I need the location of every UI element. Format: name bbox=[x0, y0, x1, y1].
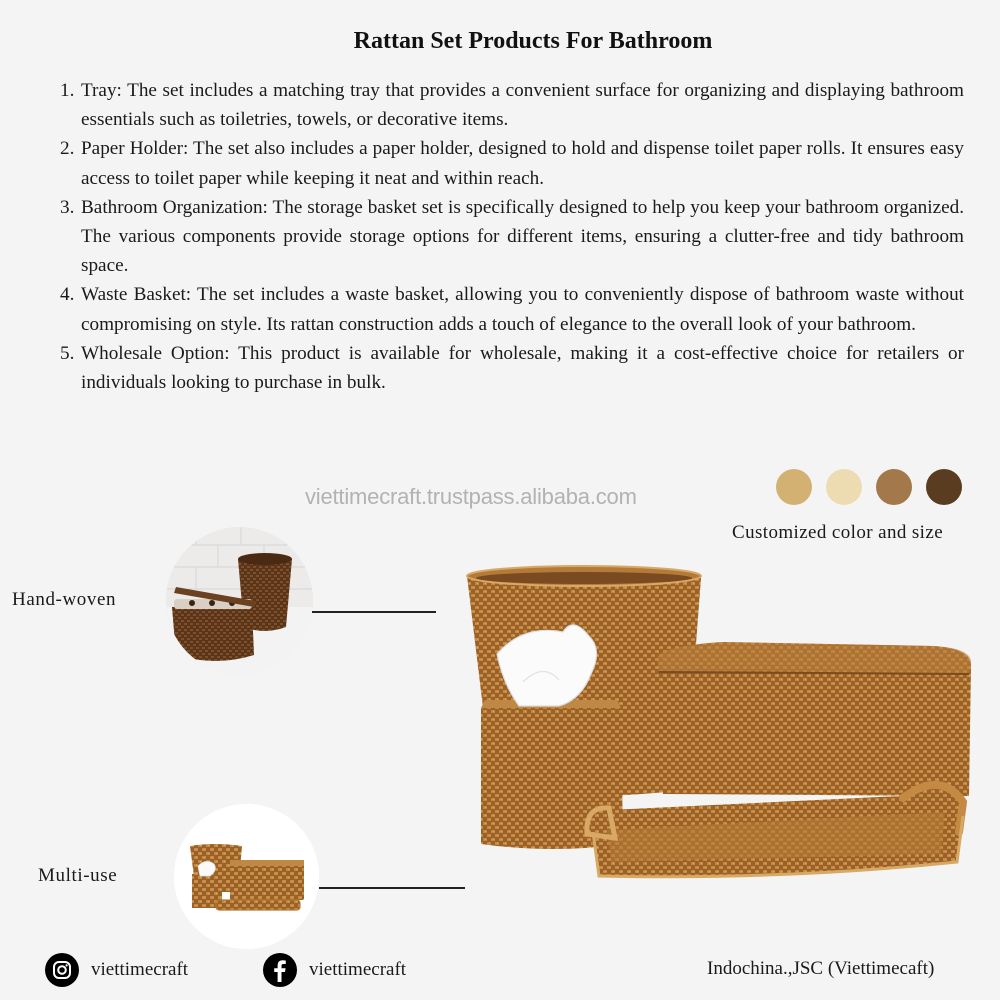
feature-number: 2. bbox=[60, 138, 75, 160]
feature-number: 1. bbox=[60, 80, 75, 101]
rattan-set-thumbnail-illustration bbox=[174, 804, 319, 949]
hero-product-image bbox=[463, 562, 973, 907]
feature-item-waste-basket bbox=[60, 280, 964, 338]
color-swatch-light-tan[interactable] bbox=[776, 469, 812, 505]
company-name: Indochina.,JSC (Viettimecaft) bbox=[707, 958, 935, 979]
color-swatch-cream[interactable] bbox=[826, 469, 862, 505]
rattan-holder-bin-illustration bbox=[166, 527, 313, 674]
color-swatch-medium-brown[interactable] bbox=[876, 469, 912, 505]
feature-list bbox=[60, 76, 964, 397]
feature-number: 5. bbox=[60, 342, 75, 364]
feature-text: Waste Basket: The set includes a waste basket, allowing you to conveniently dispose of bathroom waste without compromising on style. Its rattan construction adds a touch of elegance to the overall look of your bathroom. bbox=[81, 284, 964, 335]
multi-use-image bbox=[174, 804, 319, 949]
facebook-handle: viettimecraft bbox=[309, 959, 407, 980]
facebook-link[interactable] bbox=[263, 953, 406, 987]
feature-item-tray bbox=[60, 76, 964, 134]
instagram-handle: viettimecraft bbox=[91, 959, 189, 980]
instagram-link[interactable] bbox=[45, 953, 188, 987]
page-title: Rattan Set Products For Bathroom bbox=[353, 28, 713, 54]
feature-text: Tray: The set includes a matching tray that provides a convenient surface for organizing and displaying bathroom essentials such as toiletries, towels, or decorative items. bbox=[81, 80, 964, 131]
feature-item-paper-holder bbox=[60, 134, 964, 192]
feature-item-wholesale bbox=[60, 339, 964, 397]
feature-text: Paper Holder: The set also includes a paper holder, designed to hold and dispense toilet paper rolls. It ensures easy access to toilet paper while keeping it neat and within reach. bbox=[81, 138, 964, 189]
instagram-icon bbox=[45, 953, 79, 987]
customized-label: Customized color and size bbox=[732, 522, 944, 543]
leader-line bbox=[319, 887, 465, 889]
callout-label-multi-use: Multi-use bbox=[38, 865, 118, 886]
feature-text: Wholesale Option: This product is available for wholesale, making it a cost-effective choice for retailers or individuals looking to purchase in bulk. bbox=[81, 342, 964, 394]
callout-label-hand-woven: Hand-woven bbox=[12, 589, 117, 610]
rattan-bathroom-set-illustration bbox=[463, 562, 973, 907]
leader-line bbox=[312, 611, 436, 613]
facebook-icon bbox=[263, 953, 297, 987]
color-swatch-dark-brown[interactable] bbox=[926, 469, 962, 505]
feature-item-organization bbox=[60, 193, 964, 281]
watermark-url: viettimecraft.trustpass.alibaba.com bbox=[305, 484, 637, 509]
feature-number: 4. bbox=[60, 284, 75, 306]
color-swatches bbox=[776, 469, 962, 505]
feature-number: 3. bbox=[60, 196, 75, 218]
feature-text: Bathroom Organization: The storage basket set is specifically designed to help you keep your bathroom organized. The various components provide storage options for different items, ensuring a clutter-free and tidy bathroom space. bbox=[81, 196, 964, 277]
hand-woven-image bbox=[166, 527, 313, 674]
